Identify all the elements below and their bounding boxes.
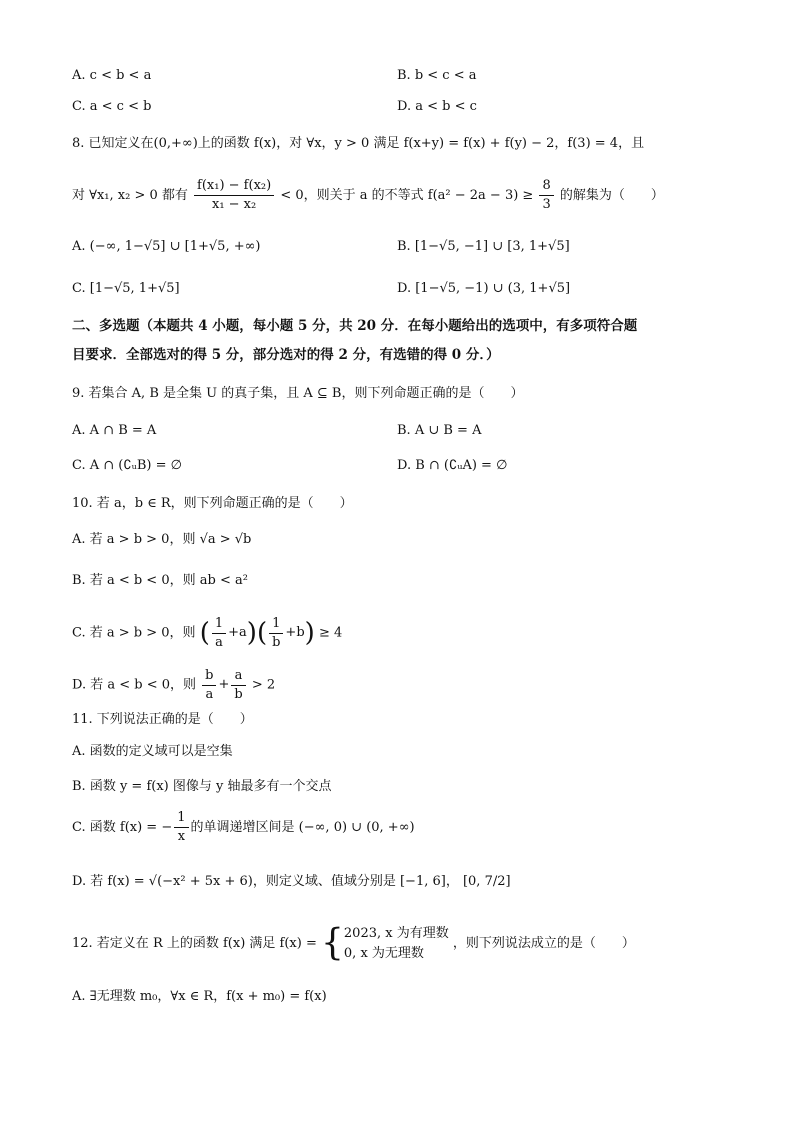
q12-stem-pre: 12. 若定义在 R 上的函数 f(x) 满足 f(x) = xyxy=(72,936,317,951)
q10-stem: 10. 若 a，b ∈ R，则下列命题正确的是（ ） xyxy=(72,496,353,511)
q8-option-c: C. [1−√5, 1+√5] xyxy=(72,281,180,296)
q11-option-d xyxy=(72,862,511,902)
q11-option-a: A. 函数的定义域可以是空集 xyxy=(72,744,233,759)
q7-option-a: A. c < b < a xyxy=(72,68,152,83)
q12-stem-post: ，则下列说法成立的是（ ） xyxy=(452,936,635,951)
q8-frac1-denominator: x₁ − x₂ xyxy=(211,197,257,212)
q11-option-b: B. 函数 y = f(x) 图像与 y 轴最多有一个交点 xyxy=(72,779,332,794)
q10-option-d-pre: D. 若 a < b < 0，则 xyxy=(72,677,197,693)
q8-stem-line1: 8. 已知定义在(0,+∞)上的函数 f(x)，对 ∀x，y > 0 满足 f(x+y) = f(x) + f(y) − 2，f(3) = 4，且 xyxy=(72,136,645,151)
q9-stem: 9. 若集合 A, B 是全集 U 的真子集，且 A ⊆ B，则下列命题正确的是（ ） xyxy=(72,386,524,401)
q12-piecewise-cases xyxy=(344,924,449,964)
q10-option-a: A. 若 a > b > 0，则 √a > √b xyxy=(72,532,252,547)
q8-fraction-eight-thirds xyxy=(539,177,553,214)
q8-line2-mid: < 0，则关于 a 的不等式 f(a² − 2a − 3) ≥ xyxy=(280,188,534,203)
q11-stem: 11. 下列说法正确的是（ ） xyxy=(72,712,253,727)
q9-option-c: C. A ∩ (∁ᵤB) = ∅ xyxy=(72,458,182,473)
q8-frac2-numerator: 8 xyxy=(539,177,553,196)
section2-heading-line2: 目要求．全部选对的得 5 分，部分选对的得 2 分，有选错的得 0 分．） xyxy=(72,347,500,363)
q8-stem-line2 xyxy=(72,176,664,216)
q9-option-b: B. A ∪ B = A xyxy=(397,423,482,438)
q8-option-b: B. [1−√5, −1] ∪ [3, 1+√5] xyxy=(397,239,570,254)
q11-option-c-pre: C. 函数 f(x) = − xyxy=(72,820,173,835)
q11-option-d-text: D. 若 f(x) = √(−x² + 5x + 6)，则定义域、值域分别是 [−1, 6]， xyxy=(72,874,459,889)
q10-option-c-pre: C. 若 a > b > 0，则 xyxy=(72,625,196,641)
q8-frac1-numerator: f(x₁) − f(x₂) xyxy=(194,177,274,196)
q11-option-d-range: [0, 7/2] xyxy=(462,874,511,889)
q12-case-irrational: 0, x 为无理数 xyxy=(343,945,424,961)
q10-option-c-post: ≥ 4 xyxy=(318,625,343,641)
q8-frac2-denominator: 3 xyxy=(542,197,551,212)
q12-case-rational: 2023, x 为有理数 xyxy=(343,925,449,941)
q7-option-b: B. b < c < a xyxy=(397,68,477,83)
q10-option-b: B. 若 a < b < 0，则 ab < a² xyxy=(72,573,248,588)
q8-option-a: A. (−∞, 1−√5] ∪ [1+√5, +∞) xyxy=(72,239,261,254)
q11-option-c-post: 的单调递增区间是 (−∞, 0) ∪ (0, +∞) xyxy=(190,820,415,835)
q12-option-a: A. ∃无理数 m₀，∀x ∈ R，f(x + m₀) = f(x) xyxy=(72,989,327,1004)
q9-option-d: D. B ∩ (∁ᵤA) = ∅ xyxy=(397,458,508,473)
q9-option-a: A. A ∩ B = A xyxy=(72,423,157,438)
q7-option-d: D. a < b < c xyxy=(397,99,477,114)
q12-stem: 12. 若定义在 R 上的函数 f(x) 满足 f(x) = { 2023, x 为有理数 0, x 为无理数 ，则下列说法成立的是（ ） xyxy=(72,922,635,964)
q10-option-c: C. 若 a > b > 0，则 ( $\frac{1}{a}$ +a)( $\frac{1}{b}$ +b) ≥ 4 xyxy=(72,615,343,650)
q10-option-d: D. 若 a < b < 0，则 $\frac{b}{a}$ + $\frac{a}{b}$ > 2 xyxy=(72,667,276,702)
section2-heading-line1: 二、多选题（本题共 4 小题，每小题 5 分，共 20 分．在每小题给出的选项中，有多项符合题 xyxy=(72,318,638,334)
q10-option-d-post: > 2 xyxy=(251,677,276,693)
q8-option-d: D. [1−√5, −1) ∪ (3, 1+√5] xyxy=(397,281,571,296)
q11-option-c: C. 函数 f(x) = − $\frac{1}{x}$ 的单调递增区间是 (−∞, 0) ∪ (0, +∞) xyxy=(72,810,415,844)
q8-line2-post: 的解集为（ ） xyxy=(559,188,664,203)
q7-option-c: C. a < c < b xyxy=(72,99,152,114)
q8-line2-pre: 对 ∀x₁, x₂ > 0 都有 xyxy=(72,188,188,203)
q8-fraction-derivative xyxy=(194,177,274,214)
